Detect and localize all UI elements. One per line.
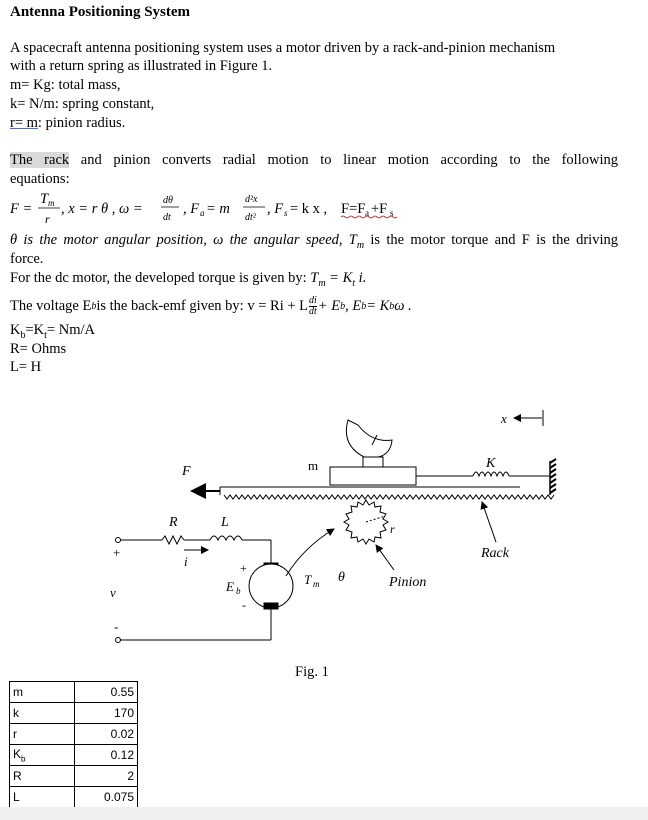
parameter-table-body [10,682,138,808]
param-name [10,724,75,745]
param-value: 2 [75,766,138,787]
eq-Fa: , F [183,201,200,217]
di-dt-fraction [309,296,317,317]
eq-m: = m [206,201,230,217]
eq-dt: dt [163,212,171,223]
voltage-K-sub: b [389,301,395,312]
param-symbol: K [13,746,22,761]
di: di [309,295,317,306]
resistor [162,536,184,544]
torque-T-sub: m [318,277,326,289]
label-F: F [182,464,191,479]
return-spring [473,472,509,476]
theta-text: θ is the motor angular position, ω the angular speed, T [10,232,357,248]
rack-paragraph-rest: and pinion converts radial motion to linear motion according to the following [69,152,618,168]
terminal-bottom [116,638,121,643]
kt-sub: t [44,329,47,341]
param-name [10,703,75,724]
label-m: m [308,458,319,473]
label-r: r [390,522,395,536]
highlighted-text: The rack [10,152,70,168]
table-row [10,745,138,766]
param-name [10,682,75,703]
pinion-gear-icon [344,500,388,544]
terminal-top [116,538,121,543]
motor-brush-bottom [264,603,278,609]
torque-line [10,270,366,289]
rack-paragraph-line-2: equations: [10,171,70,187]
eq-x: , x = r θ , ω = [61,201,143,217]
voltage-text: The voltage E [10,298,92,314]
kb: K [10,322,21,338]
inductance-definition: L= H [10,359,42,375]
param-value: 0.12 [75,745,138,766]
torque-arrow [286,529,334,576]
label-minus-source: - [114,619,119,634]
label-Eb: E [226,579,234,594]
eq-kx: = k x , [290,201,328,217]
param-symbol: L [13,790,20,804]
label-Eb-sub: b [236,586,241,596]
param-value: 0.55 [75,682,138,703]
voltage-Eb-eq: , E [345,298,362,314]
bottom-bar [0,807,648,820]
label-v: v [110,585,116,600]
voltage-line [10,296,412,317]
kb-unit: = Nm/A [46,322,95,338]
table-row [10,703,138,724]
eq-Fs: , F [267,201,284,217]
eq-F-total: F=F [341,201,366,217]
eq-F-total-s: s [390,208,394,218]
radius-text: : pinion radius. [37,115,126,131]
radius-symbol: r= m [10,115,38,131]
eq-Fs-sub: s [284,208,288,218]
equations-line [8,188,628,228]
label-plus-source: + [113,545,121,560]
rack-paragraph-line-1 [10,152,618,169]
torque-K: = K [325,270,353,286]
intro-line-2: with a return spring as illustrated in Figure 1. [10,58,273,74]
antenna-mount [363,457,383,467]
label-R: R [169,515,178,530]
dc-motor [249,564,293,608]
intro-line-1: A spacecraft antenna positioning system uses a motor driven by a rack-and-pinion mechanism [10,40,556,56]
voltage-eq: is the back-emf given by: v = Ri + L [96,298,309,314]
eq-d2x: d²x [245,194,258,205]
dt: dt [309,306,317,317]
voltage-K: = K [366,298,390,314]
figure-caption: Fig. 1 [295,664,329,680]
label-theta: θ [338,570,345,585]
antenna-dish-icon [346,420,392,458]
label-Tm: T [304,572,312,587]
table-row [10,682,138,703]
figure-1-diagram [108,395,590,657]
eq-dt2: dt² [245,212,256,223]
voltage-end: ω . [394,298,412,314]
table-row [10,766,138,787]
label-Tm-sub: m [313,579,320,589]
voltage-Eb-eq-sub: b [361,301,367,312]
param-value: 0.075 [75,787,138,808]
page-title: Antenna Positioning System [10,4,191,20]
wall-hatching [550,459,556,493]
pinion-pointer [376,545,394,570]
eq-Tm: T [40,191,49,207]
param-subscript: b [21,754,26,764]
eq-Fa-sub: a [200,208,205,218]
parameter-table [9,681,138,808]
mass-definition: m= Kg: total mass, [10,77,121,93]
param-value: 0.02 [75,724,138,745]
rack-pointer [482,502,496,542]
voltage-plus-Eb-sub: b [340,301,346,312]
eq-dtheta: dθ [163,195,173,206]
torque-end: i. [355,270,367,286]
voltage-plus-Eb: + E [317,298,341,314]
param-name [10,787,75,808]
mass-block [330,467,416,485]
kb-sub: b [20,329,26,341]
voltage-Eb-sub: b [91,301,97,312]
kt: =K [25,322,45,338]
param-symbol: R [13,769,22,783]
theta-paragraph-line-2: force. [10,251,44,267]
eq-F: F = [10,201,33,217]
table-row [10,724,138,745]
eq-plus-F: +F [371,201,388,217]
inductor [210,536,242,540]
theta-text-rest: is the motor torque and F is the driving [364,232,618,248]
eq-Tm-sub: m [48,198,55,208]
theta-paragraph-line-1 [10,232,618,251]
param-name [10,766,75,787]
label-x: x [501,411,507,426]
label-K: K [486,456,496,471]
label-minus-motor: - [242,598,246,612]
param-symbol: r [13,727,17,741]
radius-definition [10,115,125,132]
label-Rack: Rack [481,546,509,561]
param-symbol: m [13,685,23,699]
torque-T: T [310,270,319,286]
spring-definition: k= N/m: spring constant, [10,96,155,112]
torque-text: For the dc motor, the developed torque is given by: [10,270,311,286]
rack-teeth [224,495,554,499]
param-value: 170 [75,703,138,724]
kb-kt-definition [10,322,95,341]
label-Pinion: Pinion [389,575,427,590]
label-plus-motor: + [240,561,247,575]
label-L: L [221,515,229,530]
torque-K-sub: t [352,277,356,289]
eq-r-den: r [45,212,50,226]
param-symbol: k [13,706,19,720]
resistance-definition: R= Ohms [10,341,67,357]
theta-text-sub: m [356,239,365,251]
table-row [10,787,138,808]
param-name [10,745,75,766]
label-i: i [184,554,188,569]
eq-F-total-a: a [365,208,369,218]
